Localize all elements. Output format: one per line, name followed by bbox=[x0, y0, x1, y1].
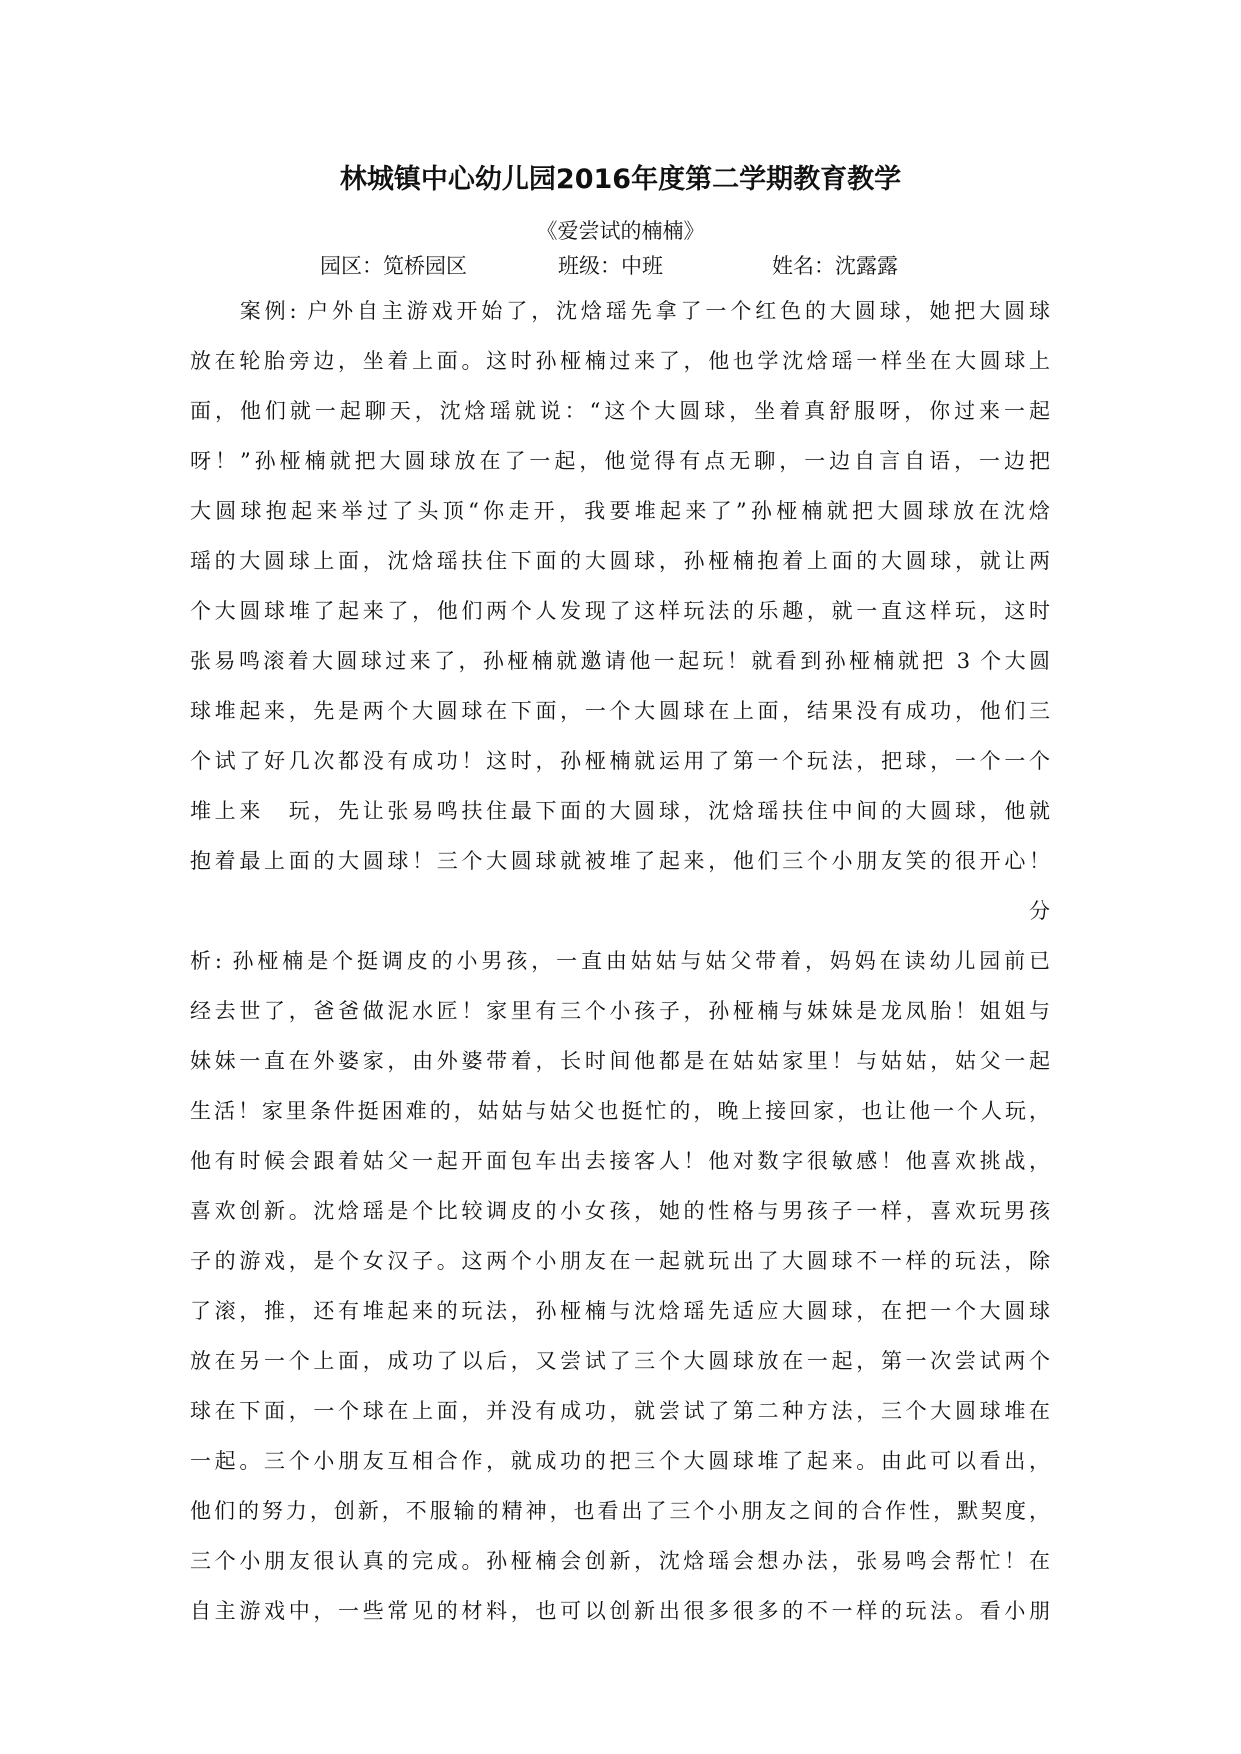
meta-row bbox=[0, 252, 1241, 280]
text-line: 球堆起来，先是两个大圆球在下面，一个大圆球在上面，结果没有成功，他们三 bbox=[190, 699, 1050, 723]
text-line: 个试了好几次都没有成功！这时，孙桠楠就运用了第一个玩法，把球，一个一个 bbox=[190, 749, 1050, 773]
text-line: 球在下面，一个球在上面，并没有成功，就尝试了第二种方法，三个大圆球堆在 bbox=[190, 1399, 1050, 1423]
text-line: 妹妹一直在外婆家，由外婆带着，长时间他都是在姑姑家里！与姑姑，姑父一起 bbox=[190, 1049, 1050, 1073]
text-line: 大圆球抱起来举过了头顶“你走开，我要堆起来了”孙桠楠就把大圆球放在沈焓 bbox=[190, 499, 1050, 523]
text-line: 一起。三个小朋友互相合作，就成功的把三个大圆球堆了起来。由此可以看出， bbox=[190, 1449, 1050, 1473]
text-line: 子的游戏，是个女汉子。这两个小朋友在一起就玩出了大圆球不一样的玩法，除 bbox=[190, 1249, 1050, 1273]
text-line: 堆上来 玩，先让张易鸣扶住最下面的大圆球，沈焓瑶扶住中间的大圆球，他就 bbox=[190, 799, 1050, 823]
text-line: 瑶的大圆球上面，沈焓瑶扶住下面的大圆球，孙桠楠抱着上面的大圆球，就让两 bbox=[190, 549, 1050, 573]
text-line: 放在另一个上面，成功了以后，又尝试了三个大圆球放在一起，第一次尝试两个 bbox=[190, 1349, 1050, 1373]
text-line: 分 bbox=[1029, 899, 1050, 923]
text-line: 呀！”孙桠楠就把大圆球放在了一起，他觉得有点无聊，一边自言自语，一边把 bbox=[190, 449, 1050, 473]
text-line: 放在轮胎旁边，坐着上面。这时孙桠楠过来了，他也学沈焓瑶一样坐在大圆球上 bbox=[190, 349, 1050, 373]
text-line: 三个小朋友很认真的完成。孙桠楠会创新，沈焓瑶会想办法，张易鸣会帮忙！在 bbox=[190, 1549, 1050, 1573]
text-line: 案例: 户外自主游戏开始了，沈焓瑶先拿了一个红色的大圆球，她把大圆球 bbox=[190, 299, 1050, 323]
meta-name: 姓名：沈露露 bbox=[772, 254, 898, 278]
meta-park: 园区：笕桥园区 bbox=[320, 254, 467, 278]
text-line: 经去世了，爸爸做泥水匠！家里有三个小孩子，孙桠楠与妹妹是龙凤胎！姐姐与 bbox=[190, 999, 1050, 1023]
text-line: 析: 孙桠楠是个挺调皮的小男孩，一直由姑姑与姑父带着，妈妈在读幼儿园前已 bbox=[190, 949, 1050, 973]
text-line: 个大圆球堆了起来了，他们两个人发现了这样玩法的乐趣，就一直这样玩，这时 bbox=[190, 599, 1050, 623]
text-line: 生活！家里条件挺困难的，姑姑与姑父也挺忙的，晚上接回家，也让他一个人玩， bbox=[190, 1099, 1050, 1123]
text-line: 抱着最上面的大圆球！三个大圆球就被堆了起来，他们三个小朋友笑的很开心！ bbox=[190, 849, 1050, 873]
text-line: 他有时候会跟着姑父一起开面包车出去接客人！他对数字很敏感！他喜欢挑战， bbox=[190, 1149, 1050, 1173]
text-line: 面，他们就一起聊天，沈焓瑶就说：“这个大圆球，坐着真舒服呀，你过来一起 bbox=[190, 399, 1050, 423]
text-line: 自主游戏中，一些常见的材料，也可以创新出很多很多的不一样的玩法。看小朋 bbox=[190, 1599, 1050, 1623]
text-line: 张易鸣滚着大圆球过来了，孙桠楠就邀请他一起玩！就看到孙桠楠就把 3 个大圆 bbox=[190, 649, 1050, 673]
document-title: 林城镇中心幼儿园2016年度第二学期教育教学 bbox=[339, 164, 902, 195]
text-line: 喜欢创新。沈焓瑶是个比较调皮的小女孩，她的性格与男孩子一样，喜欢玩男孩 bbox=[190, 1199, 1050, 1223]
text-line: 他们的努力，创新，不服输的精神，也看出了三个小朋友之间的合作性，默契度， bbox=[190, 1499, 1050, 1523]
text-line: 了滚，推，还有堆起来的玩法，孙桠楠与沈焓瑶先适应大圆球，在把一个大圆球 bbox=[190, 1299, 1050, 1323]
document-subtitle: 《爱尝试的楠楠》 bbox=[536, 219, 705, 243]
body-text bbox=[190, 286, 1050, 1636]
meta-class: 班级：中班 bbox=[558, 254, 663, 278]
